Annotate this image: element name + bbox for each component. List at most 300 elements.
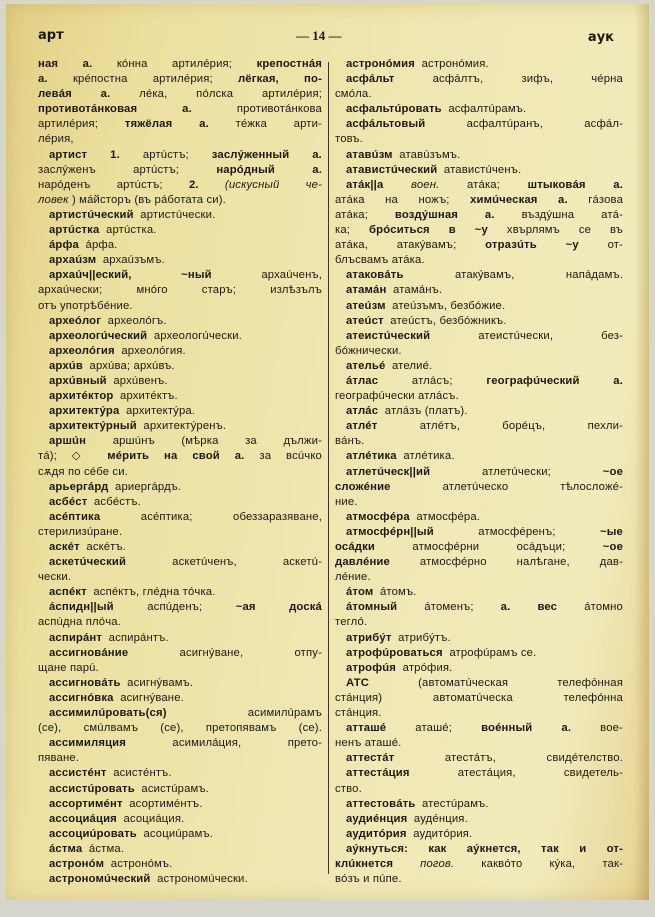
dictionary-line [335,706,623,721]
translation: атáка, атакýвамъ; [335,239,486,252]
headword: архитектýрный [49,420,137,433]
dictionary-line [335,178,623,193]
headword: асéптика [49,510,101,523]
dictionary-line [335,751,623,766]
scan-background [0,900,655,917]
headword: артистúческий [49,208,134,221]
headword: артист 1. [49,148,120,161]
translation: архúва; архúвъ. [86,359,175,372]
headword: крепостнáя [256,58,322,70]
headword: клúкнется [335,857,394,870]
dictionary-line [335,223,623,238]
dictionary-line [38,495,322,510]
translation: аспéктъ, глéдна тóчка. [90,586,216,599]
translation: асигнýване, отпу- [179,646,322,659]
dictionary-line [335,374,623,389]
translation: пяване. [38,752,80,765]
dictionary-line [335,615,623,630]
dictionary-line [335,721,623,736]
translation: аудитóрия. [409,827,473,840]
dictionary-line [38,404,322,419]
dictionary-line [335,314,623,329]
headword: атлáс [346,405,379,418]
dictionary-line [38,540,322,555]
translation: архаúчески; мнóго старъ; излѣзълъ [38,284,322,297]
translation: лéние. [335,571,371,584]
headword: археолóгия [49,344,115,357]
headword: археóлог [49,314,102,327]
dictionary-line [335,238,623,253]
headword: мéрить на свой а. [107,450,245,463]
dictionary-line [335,812,623,827]
headword: атмосфéра [346,510,410,523]
dictionary-line [335,585,623,600]
dictionary-line [38,661,322,676]
dictionary-line [38,736,322,751]
dictionary-line [38,253,322,268]
translation: аршúнъ (мѣрка за дължи- [112,435,322,448]
dictionary-line [38,163,322,178]
headword: ассистéнт [49,767,107,780]
dictionary-line [335,404,623,419]
translation: атмосфéрни осáдъци; [412,541,603,553]
dictionary-line [38,223,322,238]
dictionary-line [38,691,322,706]
translation: атлетúчески; [482,465,603,478]
translation: астронóмъ. [107,857,173,870]
dictionary-line [38,827,322,842]
headword: атрофúроваться [346,646,443,659]
headword: нарóдный а. [216,163,322,176]
dictionary-line [38,872,322,887]
dictionary-line [335,102,623,117]
headword: сложéние [335,480,391,493]
dictionary-line [335,842,623,857]
translation: аспирáнтъ. [105,631,169,644]
translation: крéпостна артилéрия; [72,73,238,86]
translation: атестáция, свидетель- [457,767,623,780]
translation: археолóгия. [118,344,186,357]
translation: асбéстъ. [90,495,141,508]
headword: артúстка [49,224,100,237]
dictionary-line [38,449,322,464]
translation: отъ употрѣбéние. [38,299,133,312]
translation: атáка; [335,208,395,221]
translation: товъ. [335,133,363,146]
headword: географúческий а. [486,374,623,387]
dictionary-line [38,510,322,525]
translation: лéрия, [38,133,74,146]
headword: аудиéнция [346,812,408,825]
headword: атавúзм [346,148,393,161]
translation: асоциúрамъ. [140,827,214,840]
headword: ассоциúровать [49,827,137,840]
translation: асортимéнтъ. [125,797,203,810]
dictionary-line [335,797,623,812]
dictionary-line [335,87,623,102]
headword: отразúть ~у [485,239,579,252]
headword: аттестáция [346,767,410,780]
dictionary-line [335,268,623,283]
translation: асимилúрамъ [247,707,322,720]
headword: атлéтика [346,450,397,463]
dictionary-line [335,480,623,495]
translation: атеúзъмъ, безбóжие. [388,299,506,312]
translation: асимилáция, прето- [172,737,322,750]
translation: архитектýренъ. [140,420,227,433]
translation: атестáтъ, свидéтелство. [444,752,623,765]
headword: атрофúя [346,661,397,674]
headword: архаúзм [49,254,97,267]
dictionary-line [38,208,322,223]
translation: археологúчески. [150,329,242,342]
dictionary-line [38,465,322,480]
translation: хвърлямъ се въ [506,224,624,237]
translation: атáка на ножъ; [335,193,471,206]
dictionary-line [335,857,623,872]
dictionary-line [335,540,623,555]
headword: áтомный [346,601,398,614]
headword: тяжёлая а. [124,118,209,131]
headword: асфáльт [346,73,395,86]
translation: географúчески атлáсъ. [335,390,459,403]
dictionary-page [6,4,649,900]
dictionary-line [38,721,322,736]
headword: 2. [188,178,199,191]
translation: заслýженъ артúстъ; [38,163,217,176]
headword: ассигнóвка [49,691,114,704]
left-guide-word: арт [38,28,64,43]
headword: аýкнуться: как аýкнется, так и от- [346,842,623,855]
headword: ассортимéнт [49,797,123,810]
translation: атмосфéренъ; [478,525,601,538]
headword: аттестáт [346,752,395,765]
translation: атестúрамъ. [418,797,489,810]
dictionary-line [335,419,623,434]
translation: вое- [600,722,623,735]
dictionary-line [38,132,322,147]
headword: ассистúровать [49,782,135,795]
headword: атташé [346,722,387,735]
dictionary-line [335,329,623,344]
headword: археологúческий [49,329,148,342]
headword: аскетúческий [49,556,127,569]
headword: архаúч||еский, ~ный [49,269,212,282]
translation: асистúрамъ. [138,782,209,795]
translation: атмосфéрно налѣгане, дав- [419,556,623,569]
dictionary-line [335,193,623,208]
headword: áрфа [49,239,79,252]
dictionary-line [335,555,623,570]
dictionary-line [38,344,322,359]
dictionary-line [38,72,322,87]
dictionary-line [335,449,623,464]
translation: асфáлтъ, зифъ, чéрна [432,73,623,86]
dictionary-line [38,268,322,283]
usage-label: (искусный че- [224,178,322,191]
dictionary-line [38,419,322,434]
right-column [335,57,623,887]
translation: атáка; [467,178,528,191]
dictionary-line [335,389,623,404]
dictionary-line [335,434,623,449]
dictionary-line [335,72,623,87]
translation: аташé; [415,722,482,735]
headword: ~ые [600,525,623,538]
translation: сѫдя по сéбе си. [38,465,128,478]
headword: химúческая а. [470,193,568,206]
translation: ариергáрдъ. [111,480,182,493]
headword: заслýженный а. [211,148,322,161]
translation: (автоматúческая телефóнная [418,676,623,689]
headword: астронóм [49,857,105,870]
dictionary-line [335,117,623,132]
dictionary-line [38,842,322,857]
translation: блъсвамъ атáка. [335,254,425,267]
headword: АТС [346,676,370,689]
headword: áстма [49,842,83,855]
translation: ка; [335,224,370,237]
headword: аршúн [49,435,87,448]
translation: бóжнически. [335,344,402,357]
dictionary-line [335,148,623,163]
translation: áтомно [584,601,623,614]
dictionary-line [335,766,623,781]
dictionary-line [335,359,623,374]
dictionary-line [38,178,322,193]
dictionary-line [38,676,322,691]
headword: атлéт [346,420,378,433]
translation: гáзова [588,193,623,206]
headword: атавистúческий [346,163,438,176]
dictionary-line [335,57,623,72]
translation: противотáнкова [236,103,322,116]
headword: атамáн [346,284,387,297]
headword: аскéт [49,541,80,553]
translation: аспúденъ; [147,601,236,614]
usage-label: ловек [38,193,69,206]
translation: артилéрия; [38,118,125,131]
translation: (се), смúлвамъ (се), претопявамъ (се). [38,722,322,735]
headword: ассимиляция [49,737,126,750]
translation: архаúченъ, [261,269,322,282]
translation: тегло́. [335,616,368,629]
translation: ние. [335,495,358,508]
dictionary-line [38,766,322,781]
column-divider [328,62,329,874]
headword: арьергáрд [49,480,109,493]
dictionary-line [38,374,322,389]
translation: атлéтика. [400,450,455,463]
translation: артúстка. [102,224,157,237]
translation: лéка, пóлска артилéрия; [139,88,323,101]
translation: аскéтъ. [83,541,126,553]
dictionary-line [335,600,623,615]
headword: áтом [346,586,374,599]
translation: чески. [38,571,72,584]
dictionary-line [335,465,623,480]
headword: архúв [49,359,83,372]
dictionary-line [335,570,623,585]
dictionary-line [335,283,623,298]
dictionary-line [38,706,322,721]
headword: архитéктор [49,390,114,403]
translation: ненъ аташé. [335,737,402,750]
dictionary-line [335,736,623,751]
dictionary-line [335,495,623,510]
dictionary-line [335,132,623,147]
dictionary-line [38,389,322,404]
translation: ателиé. [388,359,433,372]
translation: áтомъ. [376,586,417,599]
dictionary-line [38,329,322,344]
translation: асигнýване. [116,691,184,704]
translation: аскетúченъ, аскетú- [172,556,322,569]
headword: атáк||а [346,178,384,191]
headword: ассоциáция [49,812,117,825]
dictionary-line [335,872,623,887]
translation: атеúстъ, безбóжникъ. [387,314,507,327]
translation: от- [607,239,623,252]
dictionary-line [335,208,623,223]
translation: асéптика; обеззаразяване, [140,510,322,523]
translation: стерилизúране. [38,525,123,538]
dictionary-line [38,148,322,163]
headword: брóситься в ~у [369,224,488,237]
translation: атлáсъ; [411,374,487,387]
translation: тá); ◇ [38,450,108,463]
dictionary-line [335,163,623,178]
translation: кóнна артилéрия; [116,58,257,70]
headword: атлетúческ||ий [346,465,431,478]
dictionary-line [335,525,623,540]
headword: архúвный [49,374,107,387]
headword: архитектýра [49,405,120,418]
translation: атавистúченъ. [440,163,522,176]
dictionary-line [335,782,623,797]
dictionary-line [38,193,322,208]
translation: каквóто кýка, так- [481,857,623,870]
dictionary-line [38,238,322,253]
translation: архитектýра. [122,405,196,418]
dictionary-line [38,812,322,827]
translation: асигнýвамъ. [123,676,194,689]
translation: áрфа. [82,239,118,252]
dictionary-line [38,434,322,449]
headword: асфáльтовый [346,118,426,131]
dictionary-line [335,646,623,661]
translation: архитéктъ. [116,390,178,403]
dictionary-line [335,344,623,359]
translation: асоциáция. [120,812,185,825]
headword: асбéст [49,495,88,508]
headword: воéнный а. [481,722,572,735]
headword: ассигновáть [49,676,121,689]
headword: осáдки [335,541,375,553]
usage-label: погов. [420,857,455,870]
headword: атрибýт [346,631,392,644]
headword: аттестовáть [346,797,416,810]
dictionary-line [335,661,623,676]
dictionary-line [38,555,322,570]
dictionary-line [335,827,623,842]
translation: астронóмия. [418,58,489,70]
headword: ательé [346,359,386,372]
translation: атрибýтъ. [394,631,451,644]
translation: ) мáйсторъ (въ рáботата си). [71,193,226,206]
dictionary-line [38,102,322,117]
dictionary-line [335,253,623,268]
dictionary-line [38,797,322,812]
headword: давлéние [335,556,390,569]
dictionary-line [38,299,322,314]
translation: астрономúчески. [153,873,248,886]
headword: воздýшная а. [394,208,495,221]
headword: а. вес [500,601,558,614]
translation: атмосфéра. [413,510,481,523]
dictionary-line [38,585,322,600]
dictionary-line [38,646,322,661]
headword: аудитóрия [346,827,407,840]
headword: а. [38,73,48,86]
headword: аспéкт [49,586,87,599]
dictionary-line [38,782,322,797]
headword: áтлас [346,374,379,387]
translation: археолóгъ. [104,314,167,327]
page-number: — 14 — [296,28,342,43]
translation: атлéтъ, борéцъ, пехли- [419,420,623,433]
dictionary-line [38,615,322,630]
dictionary-line [38,751,322,766]
translation: артистúчески. [137,208,216,221]
dictionary-line [335,691,623,706]
translation: атеистúчески, без- [478,329,623,342]
headword: атеистúческий [346,329,431,342]
translation: артúстъ; [142,148,212,161]
headword: атеúзм [346,299,386,312]
translation: тéжка арти- [235,118,322,131]
dictionary-line [38,283,322,298]
translation: за всúчко [259,450,322,463]
usage-label: воен. [411,178,440,191]
translation: въздýшна атá- [521,208,623,221]
dictionary-line [335,631,623,646]
translation: аудéнция. [410,812,468,825]
translation: архаúзъмъ. [99,254,165,267]
headword: ассимилúровать(ся) [49,707,167,720]
headword: атмосфéрн||ый [346,525,434,538]
dictionary-line [38,57,322,72]
headword: ~ое [602,541,623,553]
translation: áстма. [85,842,125,855]
headword: атеúст [346,314,384,327]
headword: астронóмия [346,58,416,70]
translation: смóла. [335,88,372,101]
dictionary-line [38,631,322,646]
headword: левáя а. [38,88,111,101]
translation: асфалтúранъ, асфáл- [466,118,623,131]
dictionary-line [38,117,322,132]
dictionary-line [38,600,322,615]
dictionary-line [335,510,623,525]
dictionary-line [38,480,322,495]
headword: штыковáя а. [527,178,623,191]
translation: атрофúрамъ се. [446,646,537,659]
headword: атаковáть [346,269,404,282]
headword: лёгкая, по- [237,73,322,86]
translation: атамáнъ. [389,284,443,297]
headword: аспирáнт [49,631,103,644]
